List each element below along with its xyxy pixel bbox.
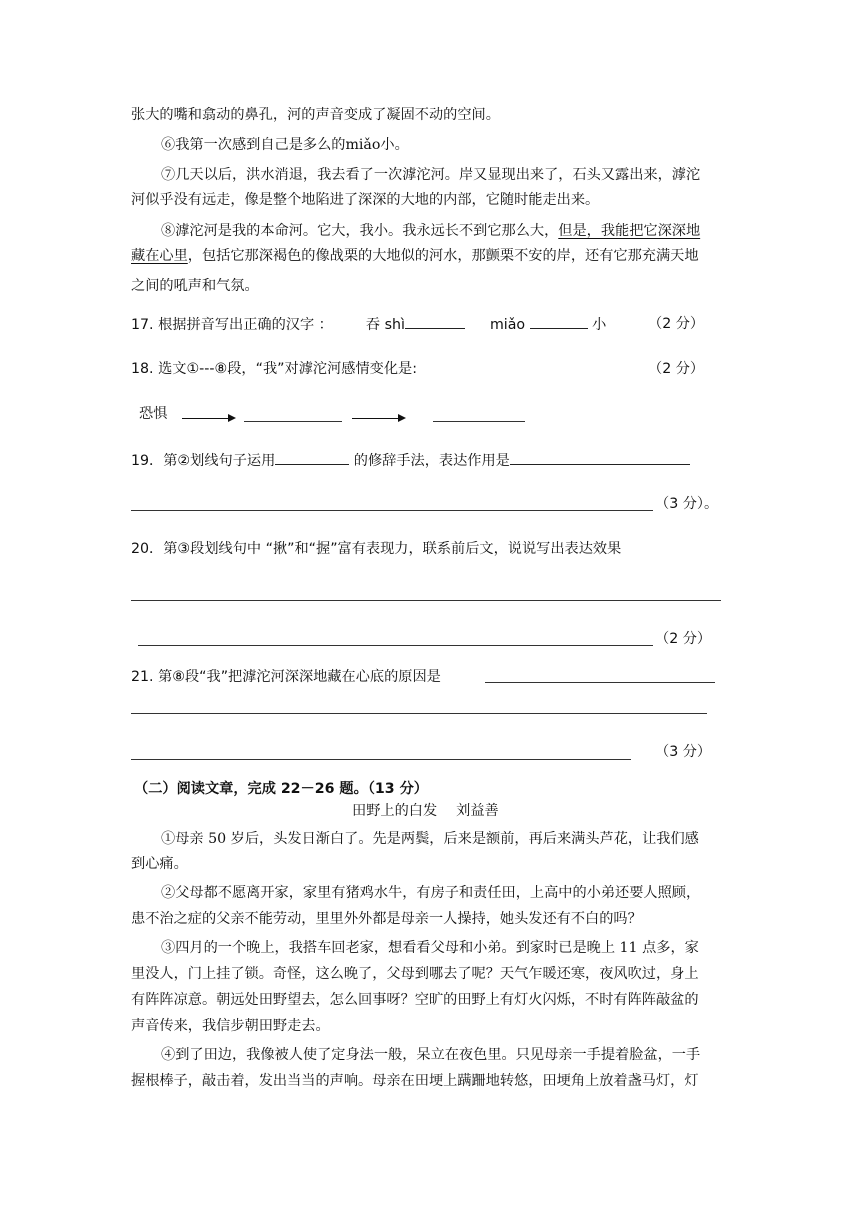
q20-score: （2 分） <box>655 631 712 647</box>
article-p3-line1: ③四月的一个晚上，我搭车回老家，想看看父母和小弟。到家时已是晚上 11 点多，家 <box>161 940 699 956</box>
q20-answer-line-1[interactable] <box>131 600 721 601</box>
article-p2-line2: 患不治之症的父亲不能劳动，里里外外都是母亲一人操持，她头发还有不白的吗？ <box>131 911 642 927</box>
article-title-block <box>352 801 499 821</box>
q18-answer-blank-2[interactable] <box>433 421 525 422</box>
q17-item1: 吞 shì <box>365 317 405 333</box>
arrow-right-icon <box>352 418 404 419</box>
question-18: 18. 选文①---⑧段，“我”对滹沱河感情变化是: <box>131 361 417 377</box>
q18-answer-blank-1[interactable] <box>244 421 342 422</box>
question-21: 21. 第⑧段“我”把滹沱河深深地藏在心底的原因是 <box>131 669 441 685</box>
q21-answer-line-2[interactable] <box>131 759 631 760</box>
q19-score: （3 分）。 <box>655 496 719 512</box>
article-p4-line2: 握根棒子，敲击着，发出当当的声响。母亲在田埂上蹒跚地转悠，田埂角上放着盏马灯，灯 <box>131 1073 699 1089</box>
q19-text-b: 的修辞手法，表达作用是 <box>353 453 510 469</box>
arrow-right-icon <box>182 418 234 419</box>
article-p3-line3: 有阵阵凉意。朝远处田野望去，怎么回事呀？空旷的田野上有灯火闪烁，不时有阵阵敲盆的 <box>131 992 699 1008</box>
section-heading: （二）阅读文章，完成 22－26 题。（13 分） <box>134 781 428 797</box>
article-p1-line2: 到心痛。 <box>131 856 188 872</box>
paragraph-7-line1: ⑦几天以后，洪水消退，我去看了一次滹沱河。岸又显现出来了，石头又露出来，滹沱 <box>161 167 701 183</box>
q18-score: （2 分） <box>648 361 705 377</box>
article-author: 刘益善 <box>456 803 499 819</box>
q17-answer-blank-2[interactable] <box>530 314 588 329</box>
q21-answer-line-1[interactable] <box>131 713 707 714</box>
q20-answer-line-2[interactable] <box>138 645 653 646</box>
paragraph-8-line2 <box>131 246 699 266</box>
article-p2-line1: ②父母都不愿离开家，家里有猪鸡水牛，有房子和责任田，上高中的小弟还要人照顾， <box>161 885 701 901</box>
question-19 <box>131 450 690 471</box>
paragraph-8-line3: 之间的吼声和气氛。 <box>131 278 259 294</box>
article-p3-line2: 里没人，门上挂了锁。奇怪，这么晚了，父母到哪去了呢？天气乍暖还寒，夜风吹过，身上 <box>131 966 699 982</box>
q21-answer-blank[interactable] <box>485 682 715 683</box>
q21-score: （3 分） <box>655 744 712 760</box>
p8-text: ⑧滹沱河是我的本命河。它大，我小。我永远长不到它那么大， <box>161 223 559 239</box>
article-title: 田野上的白发 <box>352 803 438 819</box>
q18-start-label: 恐惧 <box>139 406 168 422</box>
q19-text-a: 19．第②划线句子运用 <box>131 453 276 469</box>
q17-item2: miǎo <box>489 317 526 333</box>
paragraph-6: ⑥我第一次感到自己是多么的miǎo小。 <box>161 137 409 153</box>
passage-line: 张大的嘴和翕动的鼻孔，河的声音变成了凝固不动的空间。 <box>131 107 500 123</box>
question-20: 20．第③段划线句中 “揪”和“握”富有表现力，联系前后文，说说写出表达效果 <box>131 541 622 557</box>
q17-text: 17. 根据拼音写出正确的汉字 ： <box>131 317 333 333</box>
q19-answer-line[interactable] <box>131 510 653 511</box>
p8-underlined: 但是，我能把它深深地 <box>558 223 701 239</box>
q17-score: （2 分） <box>648 316 705 332</box>
article-p1-line1: ①母亲 50 岁后，头发日渐白了。先是两鬓，后来是额前，再后来满头芦花，让我们感 <box>161 831 699 847</box>
q17-item2-after: 小 <box>592 317 607 333</box>
paragraph-8-line1 <box>161 221 700 241</box>
question-17 <box>131 314 606 335</box>
article-p3-line4: 声音传来，我信步朝田野走去。 <box>131 1018 330 1034</box>
q17-answer-blank-1[interactable] <box>405 314 465 329</box>
article-p4-line1: ④到了田边，我像被人使了定身法一般，呆立在夜色里。只见母亲一手提着脸盆，一手 <box>161 1047 701 1063</box>
q19-answer-blank-2[interactable] <box>510 450 690 465</box>
p8-text-cont: ，包括它那深褐色的像战栗的大地似的河水，那颤栗不安的岸，还有它那充满天地 <box>187 248 699 264</box>
paragraph-7-line2: 河似乎没有远走，像是整个地陷进了深深的大地的内部，它随时能走出来。 <box>131 192 600 208</box>
p8-underlined-cont: 藏在心里 <box>131 248 188 264</box>
q19-answer-blank-1[interactable] <box>275 450 349 465</box>
